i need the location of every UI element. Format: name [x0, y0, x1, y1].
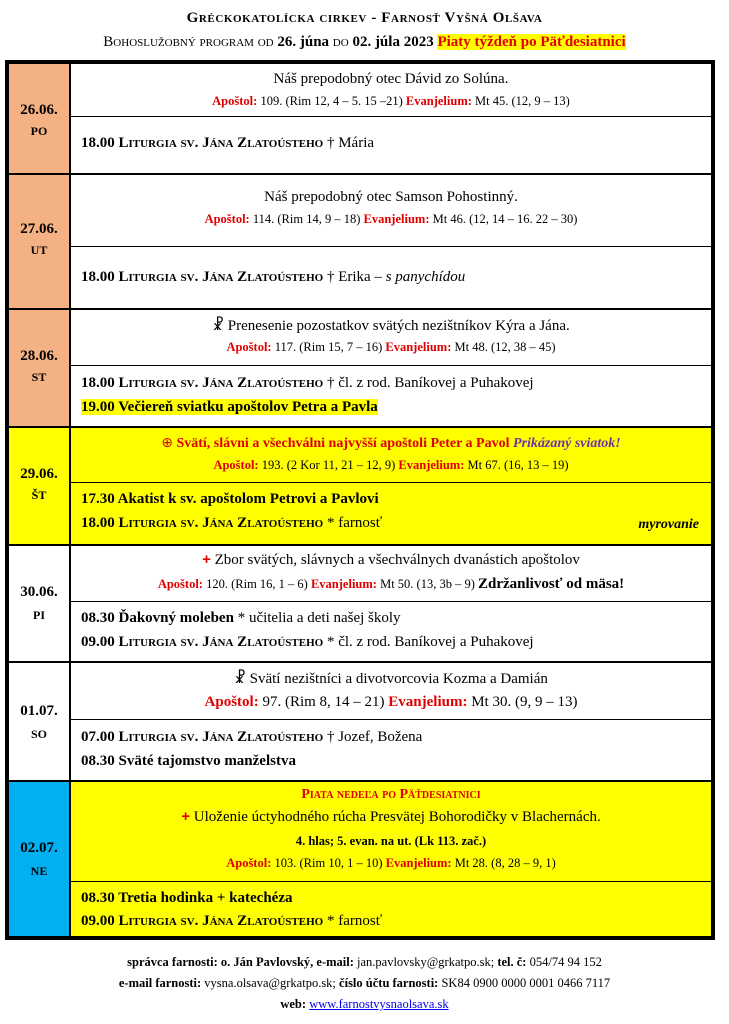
footer-line-3: web: www.farnostvysnaolsava.sk	[280, 997, 449, 1011]
fast-note: Zdržanlivosť od mäsa!	[478, 576, 625, 592]
weekday: ST	[31, 370, 47, 384]
feast-name: ☧ Prenesenie pozostatkov svätých nezištníkov Kýra a Jána.	[212, 317, 570, 334]
services-cell	[71, 881, 711, 938]
sunday-title: Piata nedeľa po Päťdesiatnici	[301, 787, 481, 802]
footer-line-1: správca farnosti: o. Ján Pavlovský, e-mail: jan.pavlovsky@grkatpo.sk; tel. č: 054/74 94 152	[127, 955, 602, 969]
date: 26.06.	[20, 102, 58, 118]
feast-name: Náš prepodobný otec Dávid zo Solúna.	[273, 71, 509, 87]
cross-plus-icon: +	[202, 551, 211, 568]
chi-rho-icon: ☧	[212, 317, 225, 334]
program-subtitle: Bohoslužobný program od 26. júna do 02. júla 2023 Piaty týždeň po Päťdesiatnici	[103, 34, 626, 50]
feast-cell	[71, 310, 711, 365]
service-line: 18.00 Liturgia sv. Jána Zlatoústeho † Mária	[81, 135, 375, 151]
feast-cell	[71, 663, 711, 719]
service-line: 17.30 Akatist k sv. apoštolom Petrovi a Pavlovi	[81, 491, 379, 507]
chi-rho-icon: ☧	[234, 670, 246, 687]
website-link[interactable]: www.farnostvysnaolsava.sk	[309, 997, 449, 1011]
readings: Apoštol: 193. (2 Kor 11, 21 – 12, 9) Evanjelium: Mt 67. (16, 13 – 19)	[213, 458, 569, 472]
services-cell	[71, 719, 711, 782]
services-cell	[71, 116, 711, 173]
service-line: 18.00 Liturgia sv. Jána Zlatoústeho * farnosť myrovanie	[81, 515, 699, 532]
day-row-monday	[9, 64, 711, 173]
services-cell	[71, 601, 711, 663]
day-row-thursday	[9, 426, 711, 544]
readings: Apoštol: 109. (Rim 12, 4 – 5. 15 –21) Evanjelium: Mt 45. (12, 9 – 13)	[212, 94, 570, 108]
date-cell	[9, 175, 71, 308]
service-line: 18.00 Liturgia sv. Jána Zlatoústeho † čl. z rod. Baníkovej a Puhakovej	[81, 375, 534, 391]
readings: Apoštol: 97. (Rim 8, 14 – 21) Evanjelium: Mt 30. (9, 9 – 13)	[204, 694, 578, 710]
services-cell	[71, 482, 711, 546]
date-cell	[9, 428, 71, 544]
service-line: 18.00 Liturgia sv. Jána Zlatoústeho † Erika – s panychídou	[81, 269, 466, 285]
date-cell	[9, 663, 71, 780]
parish-title: Gréckokatolícka cirkev - Farnosť Vyšná Olšava	[186, 10, 543, 26]
date: 29.06.	[20, 466, 58, 482]
weekday: UT	[30, 243, 48, 257]
tone-note: 4. hlas; 5. evan. na ut. (Lk 113. zač.)	[295, 834, 487, 848]
date: 01.07.	[20, 703, 58, 719]
readings: Apoštol: 117. (Rim 15, 7 – 16) Evanjelium: Mt 48. (12, 38 – 45)	[226, 340, 556, 354]
feast-cell	[71, 175, 711, 246]
day-row-friday	[9, 544, 711, 661]
footer-line-2: e-mail farnosti: vysna.olsava@grkatpo.sk; číslo účtu farnosti: SK84 0900 0000 0001 0466 7117	[118, 976, 611, 990]
service-line: 19.00 Večiereň sviatku apoštolov Petra a Pavla	[81, 399, 378, 415]
myrovanie-note: myrovanie	[638, 517, 699, 532]
service-line: 07.00 Liturgia sv. Jána Zlatoústeho † Jozef, Božena	[81, 729, 423, 745]
day-row-wednesday	[9, 308, 711, 426]
service-line: 09.00 Liturgia sv. Jána Zlatoústeho * farnosť	[81, 913, 383, 929]
date: 28.06.	[20, 348, 58, 364]
date-cell	[9, 782, 71, 936]
date: 27.06.	[20, 221, 58, 237]
week-title: Piaty týždeň po Päťdesiatnici	[437, 34, 626, 50]
day-row-tuesday	[9, 173, 711, 308]
date-cell	[9, 310, 71, 426]
date-cell	[9, 546, 71, 661]
feast-name: ⊕ Svätí, slávni a všechválni najvyšší apoštoli Peter a Pavol Prikázaný sviatok!	[161, 434, 621, 451]
cross-plus-icon: +	[181, 808, 191, 825]
date-cell	[9, 64, 71, 173]
weekday: NE	[30, 864, 48, 878]
feast-name: ☧ Svätí nezištníci a divotvorcovia Kozma a Damián	[234, 670, 548, 687]
service-line: 08.30 Sväté tajomstvo manželstva	[81, 753, 296, 769]
services-cell	[71, 246, 711, 310]
feast-cell	[71, 428, 711, 482]
weekday: SO	[30, 727, 47, 741]
readings: Apoštol: 120. (Rim 16, 1 – 6) Evanjelium: Mt 50. (13, 3b – 9) Zdržanlivosť od mäsa!	[157, 576, 625, 592]
feast-name: + Zbor svätých, slávnych a všechválnych dvanástich apoštolov	[202, 551, 580, 568]
date: 30.06.	[20, 584, 58, 600]
schedule-table	[5, 60, 715, 940]
readings: Apoštol: 103. (Rim 10, 1 – 10) Evanjelium: Mt 28. (8, 28 – 9, 1)	[226, 856, 556, 870]
feast-cell	[71, 546, 711, 601]
day-row-saturday	[9, 661, 711, 780]
feast-cell	[71, 782, 711, 881]
feast-name: + Uloženie úctyhodného rúcha Presvätej Bohorodičky v Blachernách.	[181, 808, 601, 825]
service-line: 08.30 Ďakovný moleben * učitelia a deti našej školy	[81, 610, 401, 626]
weekday: ŠT	[31, 488, 47, 502]
services-cell	[71, 365, 711, 428]
circle-cross-icon: ⊕	[161, 434, 173, 450]
weekday: PI	[33, 608, 45, 622]
readings: Apoštol: 114. (Rim 14, 9 – 18) Evanjelium: Mt 46. (12, 14 – 16. 22 – 30)	[204, 212, 578, 226]
service-line: 09.00 Liturgia sv. Jána Zlatoústeho * čl. z rod. Baníkovej a Puhakovej	[81, 634, 534, 650]
feast-name: Náš prepodobný otec Samson Pohostinný.	[264, 189, 518, 205]
weekday: PO	[30, 124, 48, 138]
date: 02.07.	[20, 840, 58, 856]
day-row-sunday	[9, 780, 711, 936]
service-line: 08.30 Tretia hodinka + katechéza	[81, 890, 293, 906]
feast-cell	[71, 64, 711, 116]
